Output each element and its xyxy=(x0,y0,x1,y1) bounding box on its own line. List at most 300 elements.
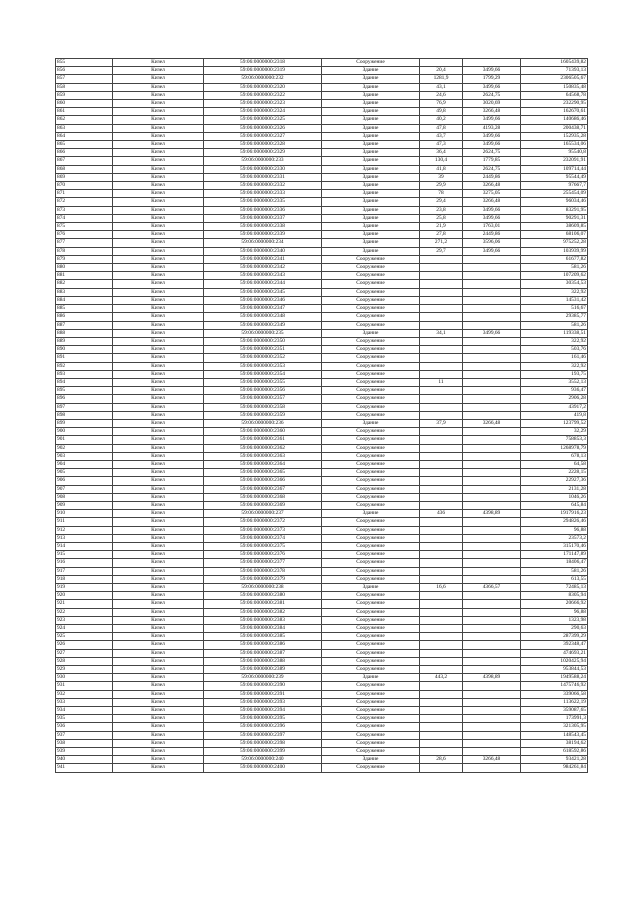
city-cell: Кизел xyxy=(113,75,204,83)
object-type-cell: Здание xyxy=(322,124,420,132)
row-number-cell: 893 xyxy=(56,370,113,378)
cadastral-number-cell: 59:06:0000000:2362 xyxy=(204,444,322,452)
row-number-cell: 916 xyxy=(56,559,113,567)
cadastral-value-cell: 975252,28 xyxy=(521,239,588,247)
cadastral-number-cell: 59:06:0000000:2356 xyxy=(204,387,322,395)
unit-value-cell xyxy=(463,411,521,419)
area-cell: 25,8 xyxy=(420,214,463,222)
unit-value-cell: 3499,66 xyxy=(463,132,521,140)
object-type-cell: Здание xyxy=(322,157,420,165)
unit-value-cell: 4398,89 xyxy=(463,510,521,518)
city-cell: Кизел xyxy=(113,748,204,756)
city-cell: Кизел xyxy=(113,756,204,764)
property-table xyxy=(55,58,588,773)
row-number-cell: 910 xyxy=(56,510,113,518)
object-type-cell: Здание xyxy=(322,108,420,116)
table-row xyxy=(56,739,588,747)
table-row xyxy=(56,690,588,698)
object-type-cell: Сооружение xyxy=(322,493,420,501)
unit-value-cell xyxy=(463,346,521,354)
row-number-cell: 905 xyxy=(56,469,113,477)
area-cell: 49,8 xyxy=(420,108,463,116)
cadastral-value-cell: 474693,21 xyxy=(521,649,588,657)
row-number-cell: 856 xyxy=(56,67,113,75)
cadastral-number-cell: 59:06:0000000:2387 xyxy=(204,649,322,657)
object-type-cell: Здание xyxy=(322,419,420,427)
row-number-cell: 926 xyxy=(56,641,113,649)
table-row xyxy=(56,198,588,206)
city-cell: Кизел xyxy=(113,329,204,337)
cadastral-value-cell: 90291,31 xyxy=(521,214,588,222)
object-type-cell: Здание xyxy=(322,756,420,764)
area-cell: 36,4 xyxy=(420,149,463,157)
cadastral-number-cell: 59:06:0000000:2346 xyxy=(204,296,322,304)
object-type-cell: Сооружение xyxy=(322,715,420,723)
area-cell xyxy=(420,559,463,567)
city-cell: Кизел xyxy=(113,403,204,411)
row-number-cell: 909 xyxy=(56,501,113,509)
city-cell: Кизел xyxy=(113,657,204,665)
table-row xyxy=(56,231,588,239)
area-cell xyxy=(420,657,463,665)
table-row xyxy=(56,460,588,468)
row-number-cell: 937 xyxy=(56,731,113,739)
area-cell: 34,1 xyxy=(420,329,463,337)
row-number-cell: 908 xyxy=(56,493,113,501)
city-cell: Кизел xyxy=(113,600,204,608)
table-row xyxy=(56,116,588,124)
object-type-cell: Сооружение xyxy=(322,280,420,288)
cadastral-number-cell: 59:06:0000000:2399 xyxy=(204,748,322,756)
row-number-cell: 861 xyxy=(56,108,113,116)
cadastral-number-cell: 59:06:0000000:2352 xyxy=(204,354,322,362)
unit-value-cell xyxy=(463,641,521,649)
object-type-cell: Здание xyxy=(322,223,420,231)
row-number-cell: 934 xyxy=(56,707,113,715)
cadastral-number-cell: 59:06:0000000:2400 xyxy=(204,764,322,772)
area-cell xyxy=(420,625,463,633)
object-type-cell: Сооружение xyxy=(322,633,420,641)
table-row xyxy=(56,575,588,583)
table-row xyxy=(56,296,588,304)
area-cell: 29,9 xyxy=(420,182,463,190)
area-cell xyxy=(420,395,463,403)
city-cell: Кизел xyxy=(113,518,204,526)
cadastral-number-cell: 59:06:0000000:2382 xyxy=(204,608,322,616)
city-cell: Кизел xyxy=(113,255,204,263)
table-row xyxy=(56,329,588,337)
city-cell: Кизел xyxy=(113,91,204,99)
city-cell: Кизел xyxy=(113,542,204,550)
unit-value-cell: 3266,48 xyxy=(463,198,521,206)
area-cell xyxy=(420,616,463,624)
city-cell: Кизел xyxy=(113,501,204,509)
cadastral-number-cell: 59:06:0000000:2348 xyxy=(204,313,322,321)
unit-value-cell xyxy=(463,485,521,493)
area-cell xyxy=(420,288,463,296)
cadastral-value-cell: 68106,07 xyxy=(521,231,588,239)
table-row xyxy=(56,518,588,526)
cadastral-number-cell: 59:06:0000000:236 xyxy=(204,419,322,427)
unit-value-cell: 3499,66 xyxy=(463,116,521,124)
table-row xyxy=(56,419,588,427)
unit-value-cell xyxy=(463,337,521,345)
cadastral-value-cell: 30354,53 xyxy=(521,280,588,288)
cadastral-value-cell: 38194,62 xyxy=(521,739,588,747)
table-row xyxy=(56,173,588,181)
area-cell xyxy=(420,403,463,411)
area-cell xyxy=(420,641,463,649)
row-number-cell: 894 xyxy=(56,378,113,386)
object-type-cell: Здание xyxy=(322,91,420,99)
area-cell xyxy=(420,567,463,575)
table-row xyxy=(56,436,588,444)
area-cell xyxy=(420,748,463,756)
table-row xyxy=(56,190,588,198)
city-cell: Кизел xyxy=(113,690,204,698)
unit-value-cell xyxy=(463,731,521,739)
unit-value-cell xyxy=(463,501,521,509)
table-row xyxy=(56,247,588,255)
unit-value-cell: 3499,66 xyxy=(463,206,521,214)
object-type-cell: Сооружение xyxy=(322,625,420,633)
unit-value-cell: 2624,75 xyxy=(463,91,521,99)
area-cell xyxy=(420,305,463,313)
cadastral-value-cell: 113622,19 xyxy=(521,698,588,706)
table-row xyxy=(56,378,588,386)
unit-value-cell xyxy=(463,748,521,756)
area-cell: 21,9 xyxy=(420,223,463,231)
row-number-cell: 938 xyxy=(56,739,113,747)
unit-value-cell xyxy=(463,633,521,641)
row-number-cell: 858 xyxy=(56,83,113,91)
unit-value-cell xyxy=(463,370,521,378)
table-row xyxy=(56,387,588,395)
city-cell: Кизел xyxy=(113,272,204,280)
table-row xyxy=(56,83,588,91)
row-number-cell: 898 xyxy=(56,411,113,419)
city-cell: Кизел xyxy=(113,764,204,772)
table-row xyxy=(56,100,588,108)
object-type-cell: Здание xyxy=(322,206,420,214)
cadastral-value-cell: 162670,61 xyxy=(521,108,588,116)
cadastral-number-cell: 59:06:0000000:2323 xyxy=(204,100,322,108)
cadastral-value-cell: 72485,13 xyxy=(521,584,588,592)
area-cell: 29,7 xyxy=(420,247,463,255)
area-cell xyxy=(420,592,463,600)
cadastral-number-cell: 59:06:0000000:2364 xyxy=(204,460,322,468)
cadastral-value-cell: 20666,92 xyxy=(521,600,588,608)
row-number-cell: 868 xyxy=(56,165,113,173)
table-row xyxy=(56,337,588,345)
cadastral-value-cell: 322,92 xyxy=(521,288,588,296)
city-cell: Кизел xyxy=(113,264,204,272)
area-cell xyxy=(420,690,463,698)
object-type-cell: Здание xyxy=(322,116,420,124)
cadastral-value-cell: 8305,94 xyxy=(521,592,588,600)
unit-value-cell: 3275,05 xyxy=(463,190,521,198)
city-cell: Кизел xyxy=(113,116,204,124)
row-number-cell: 933 xyxy=(56,698,113,706)
cadastral-value-cell: 232091,91 xyxy=(521,157,588,165)
area-cell xyxy=(420,485,463,493)
area-cell xyxy=(420,534,463,542)
city-cell: Кизел xyxy=(113,83,204,91)
cadastral-value-cell: 419,8 xyxy=(521,411,588,419)
city-cell: Кизел xyxy=(113,190,204,198)
unit-value-cell xyxy=(463,354,521,362)
unit-value-cell: 3266,48 xyxy=(463,108,521,116)
row-number-cell: 917 xyxy=(56,567,113,575)
area-cell: 130,4 xyxy=(420,157,463,165)
object-type-cell: Сооружение xyxy=(322,59,420,67)
area-cell xyxy=(420,362,463,370)
cadastral-number-cell: 59:06:0000000:2377 xyxy=(204,559,322,567)
cadastral-number-cell: 59:06:0000000:2373 xyxy=(204,526,322,534)
city-cell: Кизел xyxy=(113,296,204,304)
unit-value-cell: 3266,48 xyxy=(463,756,521,764)
cadastral-value-cell: 97667,7 xyxy=(521,182,588,190)
row-number-cell: 892 xyxy=(56,362,113,370)
object-type-cell: Сооружение xyxy=(322,682,420,690)
object-type-cell: Сооружение xyxy=(322,526,420,534)
row-number-cell: 900 xyxy=(56,428,113,436)
cadastral-value-cell: 322,92 xyxy=(521,362,588,370)
city-cell: Кизел xyxy=(113,616,204,624)
unit-value-cell xyxy=(463,764,521,772)
row-number-cell: 871 xyxy=(56,190,113,198)
cadastral-value-cell: 96,88 xyxy=(521,526,588,534)
cadastral-number-cell: 59:06:0000000:2324 xyxy=(204,108,322,116)
area-cell xyxy=(420,633,463,641)
table-body xyxy=(56,59,588,773)
object-type-cell: Здание xyxy=(322,100,420,108)
row-number-cell: 865 xyxy=(56,141,113,149)
cadastral-value-cell: 618592,86 xyxy=(521,748,588,756)
city-cell: Кизел xyxy=(113,485,204,493)
object-type-cell: Сооружение xyxy=(322,313,420,321)
unit-value-cell xyxy=(463,666,521,674)
area-cell: 43,1 xyxy=(420,83,463,91)
cadastral-value-cell: 758853,3 xyxy=(521,436,588,444)
cadastral-value-cell: 18406,47 xyxy=(521,559,588,567)
cadastral-number-cell: 59:06:0000000:2355 xyxy=(204,378,322,386)
object-type-cell: Сооружение xyxy=(322,534,420,542)
table-row xyxy=(56,748,588,756)
city-cell: Кизел xyxy=(113,165,204,173)
object-type-cell: Сооружение xyxy=(322,592,420,600)
area-cell: 24,6 xyxy=(420,91,463,99)
row-number-cell: 912 xyxy=(56,526,113,534)
unit-value-cell: 3499,66 xyxy=(463,214,521,222)
object-type-cell: Сооружение xyxy=(322,551,420,559)
table-row xyxy=(56,67,588,75)
cadastral-number-cell: 59:06:0000000:2338 xyxy=(204,223,322,231)
area-cell xyxy=(420,477,463,485)
city-cell: Кизел xyxy=(113,239,204,247)
cadastral-value-cell: 152935,28 xyxy=(521,132,588,140)
cadastral-number-cell: 59:06:0000000:2342 xyxy=(204,264,322,272)
cadastral-number-cell: 59:06:0000000:2358 xyxy=(204,403,322,411)
table-row xyxy=(56,288,588,296)
cadastral-value-cell: 123799,52 xyxy=(521,419,588,427)
city-cell: Кизел xyxy=(113,731,204,739)
cadastral-value-cell: 29385,77 xyxy=(521,313,588,321)
unit-value-cell xyxy=(463,739,521,747)
area-cell xyxy=(420,264,463,272)
area-cell: 27,8 xyxy=(420,231,463,239)
table-row xyxy=(56,239,588,247)
table-row xyxy=(56,214,588,222)
cadastral-value-cell: 96034,46 xyxy=(521,198,588,206)
row-number-cell: 872 xyxy=(56,198,113,206)
cadastral-number-cell: 59:06:0000000:2328 xyxy=(204,141,322,149)
cadastral-value-cell: 232290,95 xyxy=(521,100,588,108)
object-type-cell: Сооружение xyxy=(322,723,420,731)
table-row xyxy=(56,715,588,723)
row-number-cell: 886 xyxy=(56,313,113,321)
unit-value-cell xyxy=(463,296,521,304)
cadastral-value-cell: 322,92 xyxy=(521,337,588,345)
area-cell xyxy=(420,313,463,321)
table-row xyxy=(56,501,588,509)
cadastral-number-cell: 59:06:0000000:2320 xyxy=(204,83,322,91)
object-type-cell: Сооружение xyxy=(322,485,420,493)
row-number-cell: 879 xyxy=(56,255,113,263)
row-number-cell: 925 xyxy=(56,633,113,641)
area-cell xyxy=(420,337,463,345)
object-type-cell: Сооружение xyxy=(322,764,420,772)
unit-value-cell: 1763,01 xyxy=(463,223,521,231)
area-cell xyxy=(420,666,463,674)
row-number-cell: 906 xyxy=(56,477,113,485)
table-row xyxy=(56,313,588,321)
city-cell: Кизел xyxy=(113,584,204,592)
area-cell: 41,8 xyxy=(420,165,463,173)
cadastral-number-cell: 59:06:0000000:239 xyxy=(204,674,322,682)
cadastral-value-cell: 161,46 xyxy=(521,354,588,362)
city-cell: Кизел xyxy=(113,247,204,255)
unit-value-cell xyxy=(463,608,521,616)
row-number-cell: 873 xyxy=(56,206,113,214)
table-row xyxy=(56,534,588,542)
cadastral-number-cell: 59:06:0000000:2359 xyxy=(204,411,322,419)
cadastral-value-cell: 119338,51 xyxy=(521,329,588,337)
object-type-cell: Сооружение xyxy=(322,255,420,263)
cadastral-number-cell: 59:06:0000000:2357 xyxy=(204,395,322,403)
object-type-cell: Сооружение xyxy=(322,649,420,657)
area-cell xyxy=(420,370,463,378)
cadastral-number-cell: 59:06:0000000:2335 xyxy=(204,198,322,206)
row-number-cell: 921 xyxy=(56,600,113,608)
cadastral-number-cell: 59:06:0000000:2322 xyxy=(204,91,322,99)
row-number-cell: 920 xyxy=(56,592,113,600)
cadastral-value-cell: 32,29 xyxy=(521,428,588,436)
cadastral-number-cell: 59:06:0000000:2396 xyxy=(204,723,322,731)
area-cell: 78 xyxy=(420,190,463,198)
cadastral-number-cell: 59:06:0000000:2375 xyxy=(204,542,322,550)
city-cell: Кизел xyxy=(113,715,204,723)
cadastral-value-cell: 96,88 xyxy=(521,608,588,616)
object-type-cell: Сооружение xyxy=(322,452,420,460)
unit-value-cell xyxy=(463,428,521,436)
table-row xyxy=(56,280,588,288)
cadastral-value-cell: 1475746,92 xyxy=(521,682,588,690)
row-number-cell: 859 xyxy=(56,91,113,99)
table-row xyxy=(56,132,588,140)
table-row xyxy=(56,633,588,641)
table-row xyxy=(56,641,588,649)
cadastral-number-cell: 59:06:0000000:2388 xyxy=(204,657,322,665)
cadastral-number-cell: 59:06:0000000:2332 xyxy=(204,182,322,190)
city-cell: Кизел xyxy=(113,567,204,575)
area-cell xyxy=(420,59,463,67)
object-type-cell: Сооружение xyxy=(322,428,420,436)
row-number-cell: 919 xyxy=(56,584,113,592)
unit-value-cell xyxy=(463,255,521,263)
object-type-cell: Сооружение xyxy=(322,559,420,567)
unit-value-cell xyxy=(463,362,521,370)
unit-value-cell xyxy=(463,264,521,272)
object-type-cell: Здание xyxy=(322,510,420,518)
cadastral-number-cell: 59:06:0000000:2329 xyxy=(204,149,322,157)
area-cell xyxy=(420,436,463,444)
area-cell xyxy=(420,707,463,715)
object-type-cell: Здание xyxy=(322,83,420,91)
row-number-cell: 896 xyxy=(56,395,113,403)
cadastral-value-cell: 23573,2 xyxy=(521,534,588,542)
row-number-cell: 930 xyxy=(56,674,113,682)
row-number-cell: 887 xyxy=(56,321,113,329)
cadastral-number-cell: 59:06:0000000:2351 xyxy=(204,346,322,354)
table-row xyxy=(56,370,588,378)
city-cell: Кизел xyxy=(113,132,204,140)
unit-value-cell: 3499,66 xyxy=(463,83,521,91)
object-type-cell: Сооружение xyxy=(322,748,420,756)
row-number-cell: 901 xyxy=(56,436,113,444)
cadastral-value-cell: 171147,89 xyxy=(521,551,588,559)
area-cell: 47,3 xyxy=(420,141,463,149)
cadastral-value-cell: 193,75 xyxy=(521,370,588,378)
area-cell: 76,9 xyxy=(420,100,463,108)
city-cell: Кизел xyxy=(113,149,204,157)
cadastral-number-cell: 59:06:0000000:233 xyxy=(204,157,322,165)
object-type-cell: Здание xyxy=(322,165,420,173)
city-cell: Кизел xyxy=(113,723,204,731)
cadastral-value-cell: 107209,62 xyxy=(521,272,588,280)
area-cell xyxy=(420,272,463,280)
cadastral-number-cell: 59:06:0000000:2378 xyxy=(204,567,322,575)
cadastral-number-cell: 59:06:0000000:2374 xyxy=(204,534,322,542)
object-type-cell: Сооружение xyxy=(322,354,420,362)
row-number-cell: 936 xyxy=(56,723,113,731)
cadastral-number-cell: 59:06:0000000:2353 xyxy=(204,362,322,370)
row-number-cell: 864 xyxy=(56,132,113,140)
object-type-cell: Сооружение xyxy=(322,542,420,550)
unit-value-cell xyxy=(463,559,521,567)
area-cell xyxy=(420,608,463,616)
cadastral-value-cell: 64,58 xyxy=(521,460,588,468)
cadastral-number-cell: 59:06:0000000:2345 xyxy=(204,288,322,296)
object-type-cell: Здание xyxy=(322,239,420,247)
cadastral-value-cell: 150835,48 xyxy=(521,83,588,91)
city-cell: Кизел xyxy=(113,387,204,395)
unit-value-cell: 4398,89 xyxy=(463,674,521,682)
table-row xyxy=(56,649,588,657)
city-cell: Кизел xyxy=(113,444,204,452)
cadastral-value-cell: 294826,46 xyxy=(521,518,588,526)
table-row xyxy=(56,403,588,411)
